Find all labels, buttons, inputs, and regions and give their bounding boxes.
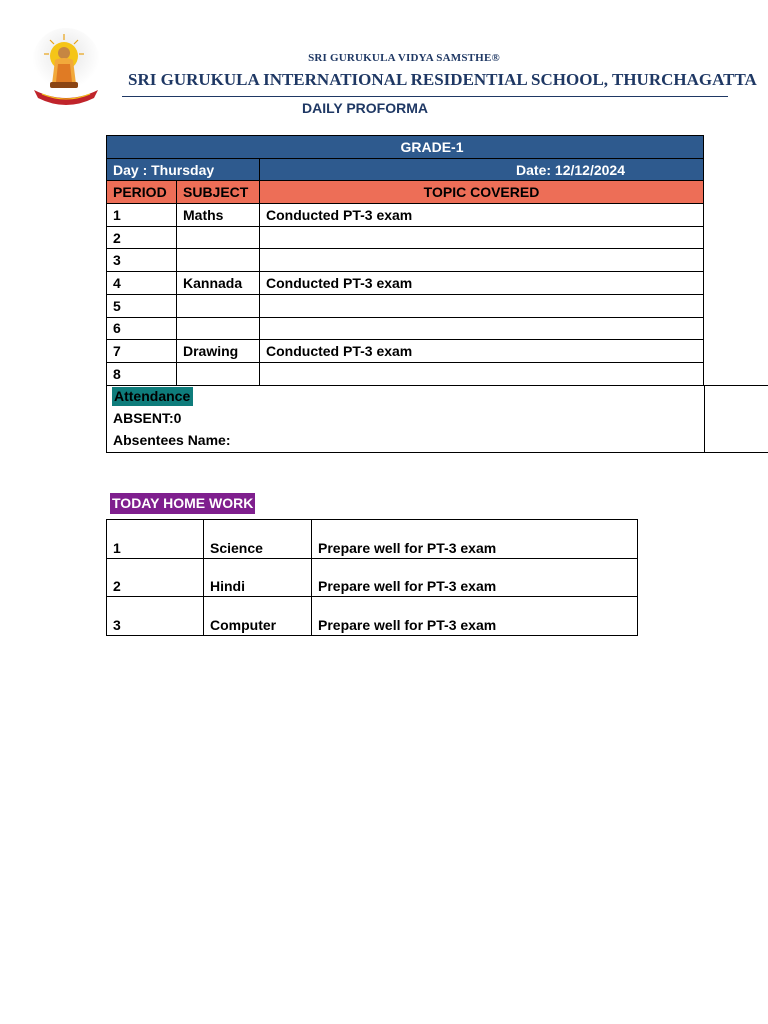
school-logo <box>28 26 104 110</box>
table-row <box>107 249 704 272</box>
homework-number-cell: 3 <box>107 597 204 636</box>
period-cell: 6 <box>107 317 177 340</box>
subject-cell <box>177 294 260 317</box>
table-row <box>107 597 638 636</box>
subject-cell <box>177 362 260 385</box>
topic-cell <box>260 362 704 385</box>
grade-label: GRADE-1 <box>107 136 704 159</box>
homework-number-cell: 1 <box>107 520 204 559</box>
table-row <box>107 520 638 559</box>
topic-cell <box>260 226 704 249</box>
topic-cell: Conducted PT-3 exam <box>260 272 704 295</box>
topic-cell: Conducted PT-3 exam <box>260 204 704 227</box>
subject-cell: Drawing <box>177 340 260 363</box>
homework-number-cell: 2 <box>107 558 204 597</box>
subject-cell <box>177 249 260 272</box>
date-label: Date: 12/12/2024 <box>260 158 704 181</box>
subject-cell <box>177 317 260 340</box>
organization-name: SRI GURUKULA VIDYA SAMSTHE® <box>308 52 500 64</box>
period-cell: 5 <box>107 294 177 317</box>
column-header-topic: TOPIC COVERED <box>260 181 704 204</box>
absent-count: ABSENT:0 <box>113 410 182 426</box>
topic-cell <box>260 249 704 272</box>
header-rule <box>122 96 728 97</box>
topic-cell: Conducted PT-3 exam <box>260 340 704 363</box>
absentees-name-label: Absentees Name: <box>113 432 231 448</box>
subject-cell: Kannada <box>177 272 260 295</box>
topic-cell <box>260 317 704 340</box>
table-row <box>107 272 704 295</box>
column-header-subject: SUBJECT <box>177 181 260 204</box>
period-cell: 3 <box>107 249 177 272</box>
grade-row <box>107 136 704 159</box>
table-row <box>107 226 704 249</box>
period-cell: 2 <box>107 226 177 249</box>
table-row <box>107 317 704 340</box>
homework-table <box>106 519 638 636</box>
homework-subject-cell: Computer <box>204 597 312 636</box>
homework-subject-cell: Science <box>204 520 312 559</box>
attendance-label: Attendance <box>112 387 193 406</box>
column-header-period: PERIOD <box>107 181 177 204</box>
homework-subject-cell: Hindi <box>204 558 312 597</box>
day-label: Day : Thursday <box>107 158 260 181</box>
topic-cell <box>260 294 704 317</box>
homework-task-cell: Prepare well for PT-3 exam <box>312 520 638 559</box>
table-row <box>107 362 704 385</box>
day-date-row <box>107 158 704 181</box>
column-header-row <box>107 181 704 204</box>
table-row <box>107 558 638 597</box>
school-name: SRI GURUKULA INTERNATIONAL RESIDENTIAL SCHOOL, THURCHAGATTA <box>128 70 757 89</box>
subject-cell: Maths <box>177 204 260 227</box>
subject-cell <box>177 226 260 249</box>
period-cell: 4 <box>107 272 177 295</box>
homework-task-cell: Prepare well for PT-3 exam <box>312 597 638 636</box>
table-row <box>107 294 704 317</box>
homework-task-cell: Prepare well for PT-3 exam <box>312 558 638 597</box>
period-cell: 1 <box>107 204 177 227</box>
period-cell: 8 <box>107 362 177 385</box>
table-row <box>107 340 704 363</box>
period-cell: 7 <box>107 340 177 363</box>
form-title: DAILY PROFORMA <box>301 100 428 116</box>
homework-title: TODAY HOME WORK <box>110 493 255 514</box>
schedule-table <box>106 135 704 386</box>
attendance-divider <box>704 385 705 453</box>
table-row <box>107 204 704 227</box>
